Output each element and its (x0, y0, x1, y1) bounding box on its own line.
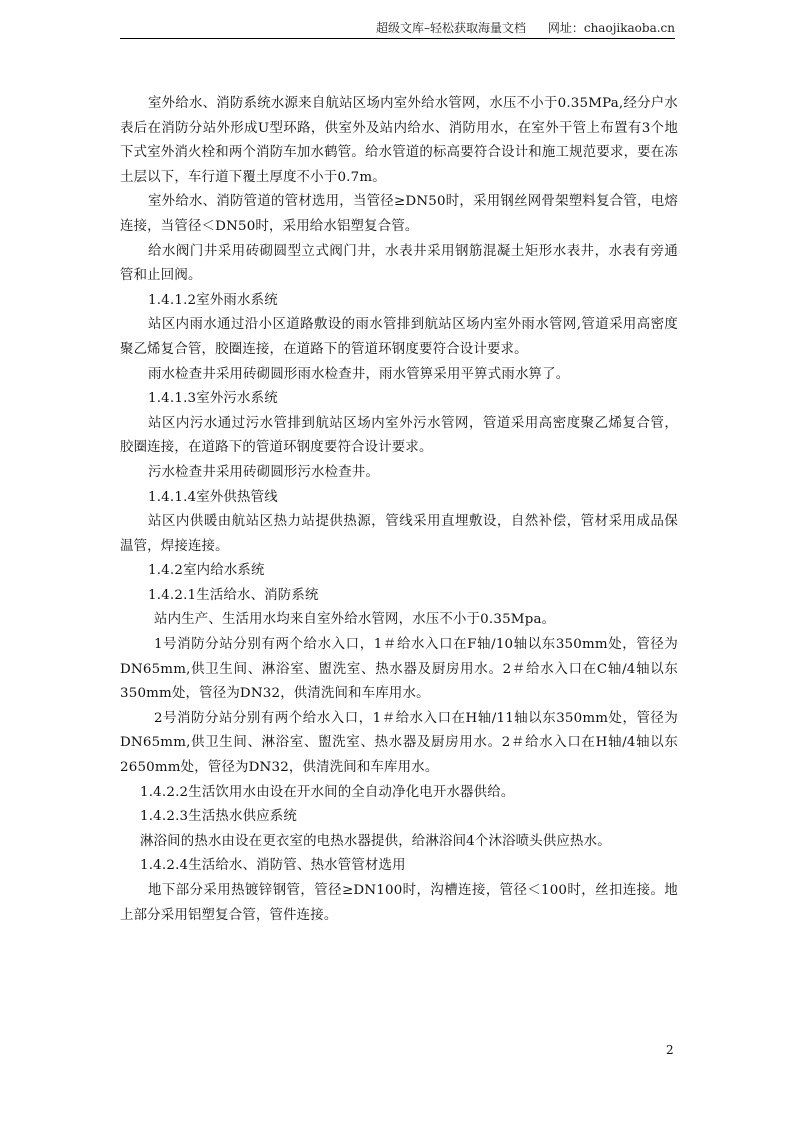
page-header (120, 18, 675, 39)
paragraph: 室外给水、消防系统水源来自航站区场内室外给水管网，水压不小于0.35MPa,经分户水表后在消防分站外形成U型环路，供室外及站内给水、消防用水，在室外干管上布置有3个地下式室外消火栓和两个消防车加水鹤管。给水管道的标高要符合设计和施工规范要求，要在冻土层以下，车行道下覆土厚度不小于0.7m。 (120, 96, 678, 185)
section-heading: 1.4.2.1生活给水、消防系统 (148, 587, 319, 603)
paragraph: 站区内雨水通过沿小区道路敷设的雨水管排到航站区场内室外雨水管网,管道采用高密度聚乙烯复合管，胶圈连接，在道路下的管道环钢度要符合设计要求。 (120, 317, 678, 357)
section-heading: 1.4.2.2生活饮用水由设在开水间的全自动净化电开水器供给。 (140, 784, 515, 800)
paragraph: 污水检查井采用砖砌圆形污水检查井。 (148, 464, 380, 480)
page-number: 2 (666, 1043, 674, 1057)
section-heading: 1.4.2.3生活热水供应系统 (140, 809, 297, 825)
section-heading: 1.4.1.3室外污水系统 (148, 391, 278, 407)
paragraph: 室外给水、消防管道的管材选用，当管径≥DN50时，采用钢丝网骨架塑料复合管，电熔连接，当管径＜DN50时，采用给水铝塑复合管。 (120, 194, 678, 234)
paragraph: 1号消防分站分别有两个给水入口，1＃给水入口在F轴/10轴以东350mm处，管径为DN65mm,供卫生间、淋浴室、盥洗室、热水器及厨房用水。2＃给水入口在C轴/4轴以东350mm处，管径为DN32，供清洗间和车库用水。 (120, 637, 678, 702)
header-url: 网址：chaojikaoba.cn (547, 21, 675, 35)
paragraph: 站区内供暖由航站区热力站提供热源，管线采用直埋敷设，自然补偿，管材采用成品保温管，焊接连接。 (120, 514, 678, 554)
paragraph: 雨水检查井采用砖砌圆形雨水检查井，雨水管箅采用平箅式雨水箅了。 (148, 366, 570, 382)
header-site-title: 超级文库–轻松获取海量文档 (376, 21, 527, 35)
paragraph: 淋浴间的热水由设在更衣室的电热水器提供，给淋浴间4个沐浴喷头供应热水。 (140, 833, 611, 849)
section-heading: 1.4.1.4室外供热管线 (148, 489, 278, 505)
paragraph: 2号消防分站分别有两个给水入口，1＃给水入口在H轴/11轴以东350mm处，管径为DN65mm,供卫生间、淋浴室、盥洗室、热水器及厨房用水。2＃给水入口在H轴/4轴以东2650mm处，管径为DN32，供清洗间和车库用水。 (120, 710, 678, 776)
section-heading: 1.4.2.4生活给水、消防管、热水管管材选用 (140, 858, 406, 874)
section-heading: 1.4.2室内给水系统 (148, 563, 265, 579)
section-heading: 1.4.1.2室外雨水系统 (148, 292, 278, 308)
paragraph: 站区内污水通过污水管排到航站区场内室外污水管网，管道采用高密度聚乙烯复合管，胶圈连接，在道路下的管道环钢度要符合设计要求。 (120, 415, 678, 456)
paragraph: 给水阀门井采用砖砌圆型立式阀门井，水表井采用钢筋混凝土矩形水表井，水表有旁通管和止回阀。 (120, 243, 678, 284)
document-body (120, 92, 678, 928)
paragraph: 站内生产、生活用水均来自室外给水管网，水压不小于0.35Mpa。 (154, 612, 556, 628)
paragraph: 地下部分采用热镀锌钢管，管径≥DN100时，沟槽连接，管径＜100时，丝扣连接。地上部分采用铝塑复合管，管件连接。 (120, 883, 678, 923)
